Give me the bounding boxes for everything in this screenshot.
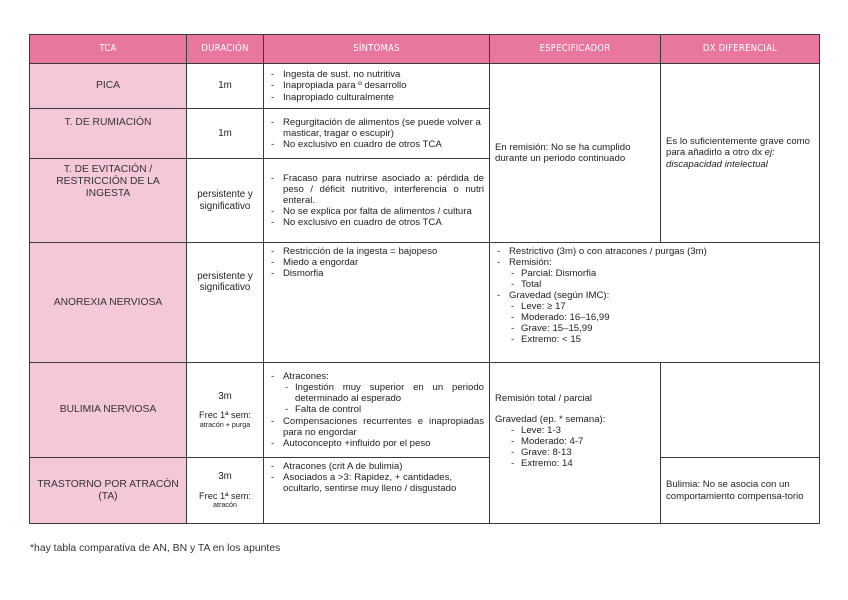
anorexia-symptom: - Restricción de la ingesta = bajopeso (269, 246, 484, 257)
group1-dx-example: ej: discapacidad intelectual (666, 147, 775, 170)
rumiacion-symptoms (264, 109, 490, 159)
bulimia-atracones (269, 371, 484, 415)
atracon-freq-note: atracón (213, 500, 237, 510)
atracon-freq: Frec 1ª sem: (199, 490, 251, 501)
pica-symptom: - Inapropiada para º desarrollo (269, 80, 484, 91)
anorexia-spec-gravedad (495, 290, 814, 345)
rumiacion-symptom: - No exclusivo en cuadro de otros TCA (269, 139, 484, 150)
pica-symptom: - Ingesta de sust. no nutritiva (269, 69, 484, 80)
anorexia-gravedad-item: - Leve: ≥ 17 (509, 301, 814, 312)
bulimia-freq-note: atracón + purga (199, 419, 251, 429)
anorexia-symptom: - Dismorfia (269, 268, 484, 279)
pica-symptoms (264, 64, 490, 109)
tca-table (29, 34, 820, 524)
evitacion-symptoms (264, 159, 490, 243)
bulimia-symptoms (264, 363, 490, 458)
anorexia-spec-remision-label: Remisión: (509, 257, 552, 269)
evitacion-name: T. DE EVITACIÓN / RESTRICCIÓN DE LA INGESTA (30, 159, 187, 243)
anorexia-remision-item: - Total (509, 279, 814, 290)
header-duracion: DURACIÓN (187, 35, 264, 64)
group1-specifier: En remisión: No se ha cumplido durante un periodo continuado (490, 64, 661, 243)
rumiacion-name: T. DE RUMIACIÓN (30, 109, 187, 159)
group2-specifier (490, 363, 661, 524)
atracon-symptom: - Atracones (crit A de bulimia) (269, 461, 484, 472)
bulimia-atracones-item: - Ingestión muy superior en un periodo determinado al esperado (283, 382, 484, 404)
anorexia-remision-item: - Parcial: Dismorfia (509, 268, 814, 279)
anorexia-spec-restrictivo: - Restrictivo (3m) o con atracones / purgas (3m) (495, 246, 814, 257)
header-sintomas: SÍNTOMAS (264, 35, 490, 64)
bulimia-atracones-item: - Falta de control (283, 404, 484, 415)
atracon-symptom: - Asociados a >3: Rapidez, + cantidades, ocultarlo, sentirse muy lleno / disgustado (269, 472, 484, 494)
anorexia-name: ANOREXIA NERVIOSA (30, 243, 187, 363)
evitacion-symptom: - Fracaso para nutrirse asociado a: pérdida de peso / déficit nutritivo, interferencia o nutri enteral. (269, 173, 484, 206)
bulimia-duration-cell (187, 363, 264, 458)
anorexia-gravedad-item: - Grave: 15–15,99 (509, 323, 814, 334)
evitacion-symptom: - No exclusivo en cuadro de otros TCA (269, 217, 484, 228)
group2-gravedad-item: - Moderado: 4-7 (509, 436, 655, 447)
group2-gravedad: Gravedad (ep. * semana): (495, 414, 606, 426)
group2-gravedad-item: - Extremo: 14 (509, 458, 655, 469)
rumiacion-duration: 1m (187, 109, 264, 159)
bulimia-symptom: - Autoconcepto +influido por el peso (269, 438, 484, 449)
header-especificador: ESPECIFICADOR (490, 35, 661, 64)
header-dx-diferencial: DX DIFERENCIAL (661, 35, 820, 64)
header-tca: TCA (30, 35, 187, 64)
rumiacion-symptom: - Regurgitación de alimentos (se puede volver a masticar, tragar o escupir) (269, 117, 484, 139)
atracon-duration: 3m (218, 471, 232, 483)
bulimia-name: BULIMIA NERVIOSA (30, 363, 187, 458)
atracon-name: TRASTORNO POR ATRACÓN (TA) (30, 458, 187, 524)
bulimia-freq: Frec 1ª sem: (199, 410, 251, 421)
anorexia-duration: persistente y significativo (187, 243, 264, 363)
bulimia-duration: 3m (218, 390, 232, 402)
header-row (30, 35, 820, 64)
evitacion-duration: persistente y significativo (187, 159, 264, 243)
pica-symptom: - Inapropiado culturalmente (269, 92, 484, 103)
group1-dx-text: Es lo suficientemente grave como para añadirlo a otro dx (666, 136, 810, 159)
anorexia-gravedad-item: - Extremo: < 15 (509, 334, 814, 345)
anorexia-symptoms (264, 243, 490, 363)
anorexia-spec-gravedad-label: Gravedad (según IMC): (509, 290, 610, 302)
anorexia-symptom: - Miedo a engordar (269, 257, 484, 268)
row-atracon (30, 458, 820, 524)
row-pica (30, 64, 820, 109)
pica-duration: 1m (187, 64, 264, 109)
atracon-symptoms (264, 458, 490, 524)
row-anorexia (30, 243, 820, 363)
anorexia-gravedad-item: - Moderado: 16–16,99 (509, 312, 814, 323)
group2-gravedad-item: - Grave: 8-13 (509, 447, 655, 458)
atracon-dx: Bulimia: No se asocia con un comportamiento compensa-torio (661, 458, 820, 524)
pica-name: PICA (30, 64, 187, 109)
row-bulimia (30, 363, 820, 458)
bulimia-symptom: - Compensaciones recurrentes e inapropiadas para no engordar (269, 416, 484, 438)
evitacion-symptom: - No se explica por falta de alimentos / cultura (269, 206, 484, 217)
anorexia-spec-remision (495, 257, 814, 290)
group2-remision: Remisión total / parcial (495, 393, 593, 404)
group2-gravedad-item: - Leve: 1-3 (509, 425, 655, 436)
group1-dx (661, 64, 820, 243)
bulimia-dx (661, 363, 820, 458)
atracon-duration-cell (187, 458, 264, 524)
bulimia-atracones-label: Atracones: (283, 371, 329, 383)
footnote: *hay tabla comparativa de AN, BN y TA en los apuntes (30, 543, 281, 554)
anorexia-specifier (490, 243, 820, 363)
